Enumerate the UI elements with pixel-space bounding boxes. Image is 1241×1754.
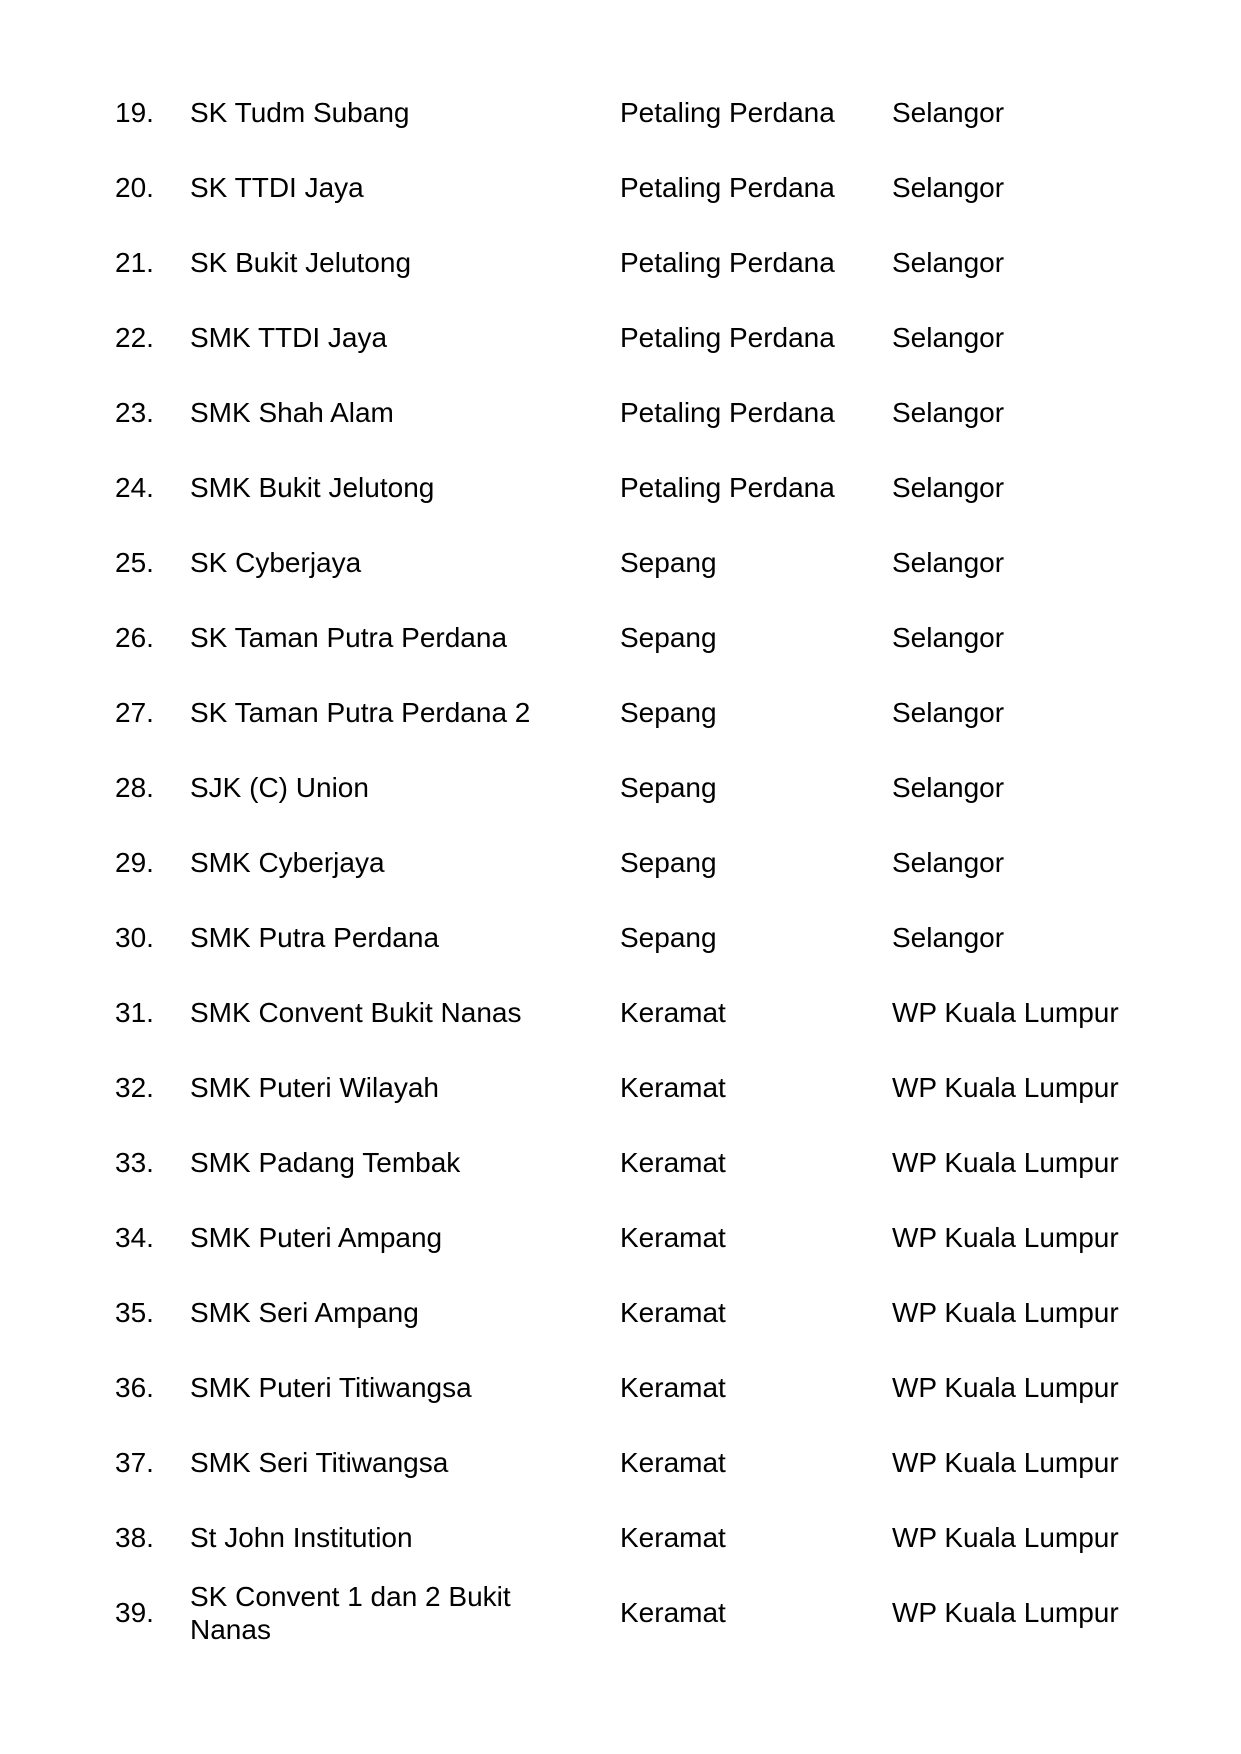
row-number: 25. [115,547,154,578]
district-name: Petaling Perdana [620,472,835,503]
table-row [0,1500,1241,1575]
school-name: SMK Shah Alam [190,397,394,428]
row-number: 36. [115,1372,154,1403]
school-name: SK Cyberjaya [190,547,362,578]
row-number: 24. [115,472,154,503]
table-row [0,1125,1241,1200]
school-name: SJK (C) Union [190,772,369,803]
table-row [0,750,1241,825]
district-name: Sepang [620,847,717,878]
school-name [190,1575,610,1650]
state-name: Selangor [892,547,1005,578]
table-row [0,975,1241,1050]
school-name: SK Taman Putra Perdana 2 [190,697,531,728]
state-name: WP Kuala Lumpur [892,1072,1119,1103]
school-name: SK Bukit Jelutong [190,247,412,278]
district-name: Petaling Perdana [620,397,835,428]
table-row [0,1425,1241,1500]
table-row [0,1200,1241,1275]
row-number: 29. [115,847,154,878]
table-row [0,1275,1241,1350]
row-number: 21. [115,247,154,278]
state-name: WP Kuala Lumpur [892,1372,1119,1403]
row-number: 37. [115,1447,154,1478]
row-number: 20. [115,172,154,203]
row-number: 35. [115,1297,154,1328]
state-name: Selangor [892,697,1005,728]
school-name: St John Institution [190,1522,413,1553]
row-number: 19. [115,97,154,128]
row-number: 34. [115,1222,154,1253]
state-name: Selangor [892,97,1005,128]
district-name: Petaling Perdana [620,172,835,203]
district-name: Petaling Perdana [620,247,835,278]
school-name-line: Nanas [190,1613,271,1645]
school-name: SK TTDI Jaya [190,172,364,203]
row-number: 28. [115,772,154,803]
row-number: 32. [115,1072,154,1103]
table-row [0,300,1241,375]
row-number: 30. [115,922,154,953]
district-name: Keramat [620,1297,726,1328]
school-name: SMK Putra Perdana [190,922,440,953]
school-name: SK Taman Putra Perdana [190,622,508,653]
school-name: SMK Seri Titiwangsa [190,1447,449,1478]
district-name: Sepang [620,547,717,578]
school-name: SMK Padang Tembak [190,1147,461,1178]
table-row [0,600,1241,675]
school-name: SMK Bukit Jelutong [190,472,435,503]
table-row [0,150,1241,225]
row-number: 26. [115,622,154,653]
row-number: 22. [115,322,154,353]
table-row [0,900,1241,975]
school-name: SMK Puteri Titiwangsa [190,1372,472,1403]
state-name: WP Kuala Lumpur [892,1222,1119,1253]
district-name: Petaling Perdana [620,322,835,353]
state-name: WP Kuala Lumpur [892,1597,1119,1628]
state-name: Selangor [892,622,1005,653]
state-name: Selangor [892,172,1005,203]
table-row [0,1575,1241,1650]
state-name: WP Kuala Lumpur [892,1147,1119,1178]
district-name: Keramat [620,1372,726,1403]
district-name: Petaling Perdana [620,97,835,128]
table-row [0,525,1241,600]
state-name: WP Kuala Lumpur [892,1522,1119,1553]
table-row [0,75,1241,150]
school-name: SMK TTDI Jaya [190,322,388,353]
district-name: Keramat [620,1072,726,1103]
school-name: SMK Cyberjaya [190,847,385,878]
row-number: 39. [115,1597,154,1628]
table-row [0,450,1241,525]
state-name: Selangor [892,922,1005,953]
district-name: Sepang [620,697,717,728]
row-number: 38. [115,1522,154,1553]
district-name: Keramat [620,997,726,1028]
state-name: Selangor [892,847,1005,878]
state-name: WP Kuala Lumpur [892,1447,1119,1478]
district-name: Sepang [620,922,717,953]
school-name: SMK Convent Bukit Nanas [190,997,522,1028]
row-number: 31. [115,997,154,1028]
state-name: Selangor [892,472,1005,503]
district-name: Keramat [620,1222,726,1253]
district-name: Keramat [620,1447,726,1478]
row-number: 23. [115,397,154,428]
district-name: Sepang [620,622,717,653]
table-row [0,825,1241,900]
row-number: 33. [115,1147,154,1178]
row-number: 27. [115,697,154,728]
table-row [0,675,1241,750]
state-name: Selangor [892,247,1005,278]
school-name: SMK Seri Ampang [190,1297,419,1328]
table-row [0,1350,1241,1425]
state-name: Selangor [892,322,1005,353]
district-name: Sepang [620,772,717,803]
state-name: WP Kuala Lumpur [892,997,1119,1028]
school-name-line: SK Convent 1 dan 2 Bukit [190,1580,511,1612]
state-name: WP Kuala Lumpur [892,1297,1119,1328]
state-name: Selangor [892,397,1005,428]
district-name: Keramat [620,1147,726,1178]
school-name: SMK Puteri Ampang [190,1222,443,1253]
table-row [0,375,1241,450]
state-name: Selangor [892,772,1005,803]
district-name: Keramat [620,1522,726,1553]
school-name: SMK Puteri Wilayah [190,1072,439,1103]
table-row [0,225,1241,300]
school-name: SK Tudm Subang [190,97,410,128]
district-name: Keramat [620,1597,726,1628]
table-row [0,1050,1241,1125]
